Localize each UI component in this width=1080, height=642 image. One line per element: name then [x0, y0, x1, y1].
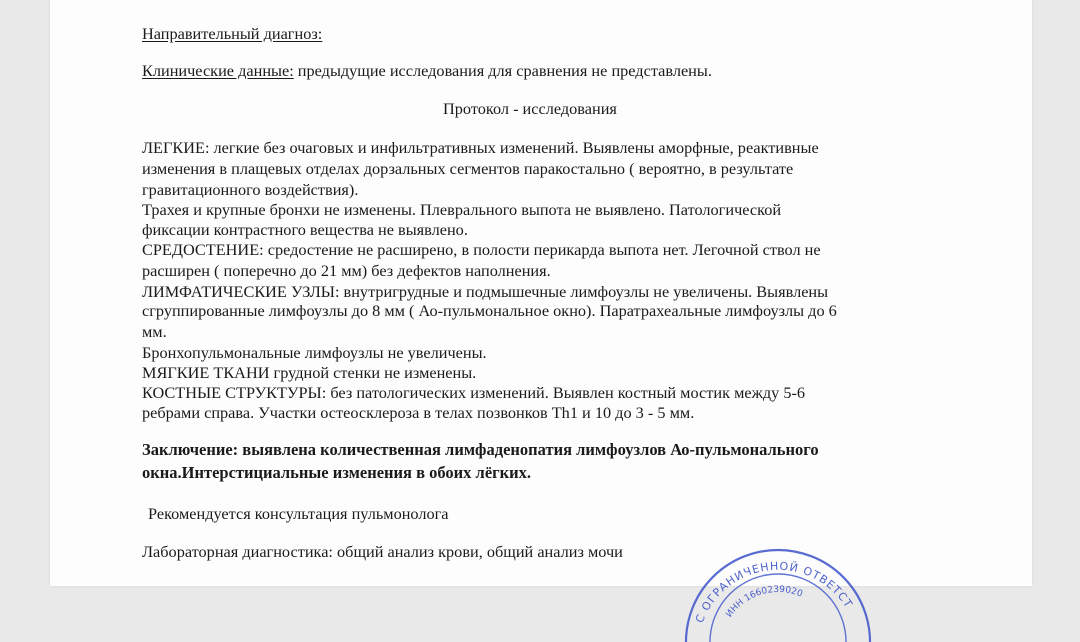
body-line: гравитационного воздействия).: [142, 180, 359, 199]
body-line: сгруппированные лимфоузлы до 8 мм ( Ао-пульмональное окно). Паратрахеальные лимфоузлы до 6: [142, 301, 837, 320]
body-line: Бронхопульмональные лимфоузлы не увеличены.: [142, 343, 487, 362]
body-line: мм.: [142, 322, 167, 341]
recommendation: Рекомендуется консультация пульмонолога: [148, 504, 449, 523]
body-line: СРЕДОСТЕНИЕ: средостение не расширено, в полости перикарда выпота нет. Легочной ствол не: [142, 240, 821, 259]
body-line: ЛЕГКИЕ: легкие без очаговых и инфильтративных изменений. Выявлены аморфные, реактивные: [142, 138, 819, 157]
protocol-title: Протокол - исследования: [443, 99, 617, 118]
lab-diagnostics: Лабораторная диагностика: общий анализ крови, общий анализ мочи: [142, 542, 623, 561]
referral-diagnosis-heading: Направительный диагноз:: [142, 24, 323, 43]
body-line: фиксации контрастного вещества не выявлено.: [142, 220, 468, 239]
body-line: КОСТНЫЕ СТРУКТУРЫ: без патологических изменений. Выявлен костный мостик между 5-6: [142, 383, 806, 402]
body-line: Трахея и крупные бронхи не изменены. Плеврального выпота не выявлено. Патологической: [142, 200, 782, 219]
clinical-data-line: [142, 61, 712, 81]
document-page: [50, 0, 1032, 625]
body-line: МЯГКИЕ ТКАНИ грудной стенки не изменены.: [142, 363, 477, 382]
conclusion-line: Заключение: выявлена количественная лимфаденопатия лимфоузлов Ао-пульмонального: [142, 440, 819, 459]
svg-text:С ОГРАНИЧЕННОЙ ОТВЕТСТ: С ОГРАНИЧЕННОЙ ОТВЕТСТ: [692, 559, 856, 625]
svg-text:ИНН 1660239020: ИНН 1660239020: [724, 584, 804, 620]
conclusion-line: окна.Интерстициальные изменения в обоих лёгких.: [142, 463, 532, 482]
seal-stamp: [678, 532, 878, 642]
body-line: изменения в плащевых отделах дорзальных сегментов паракостально ( вероятно, в результате: [142, 159, 794, 178]
body-line: ЛИМФАТИЧЕСКИЕ УЗЛЫ: внутригрудные и подмышечные лимфоузлы не увеличены. Выявлены: [142, 282, 829, 301]
clinical-data-label: Клинические данные:: [142, 61, 294, 80]
body-line: расширен ( поперечно до 21 мм) без дефектов наполнения.: [142, 261, 551, 280]
clinical-data-text: предыдущие исследования для сравнения не представлены.: [293, 61, 712, 80]
body-line: ребрами справа. Участки остеосклероза в телах позвонков Th1 и 10 до 3 - 5 мм.: [142, 403, 695, 422]
